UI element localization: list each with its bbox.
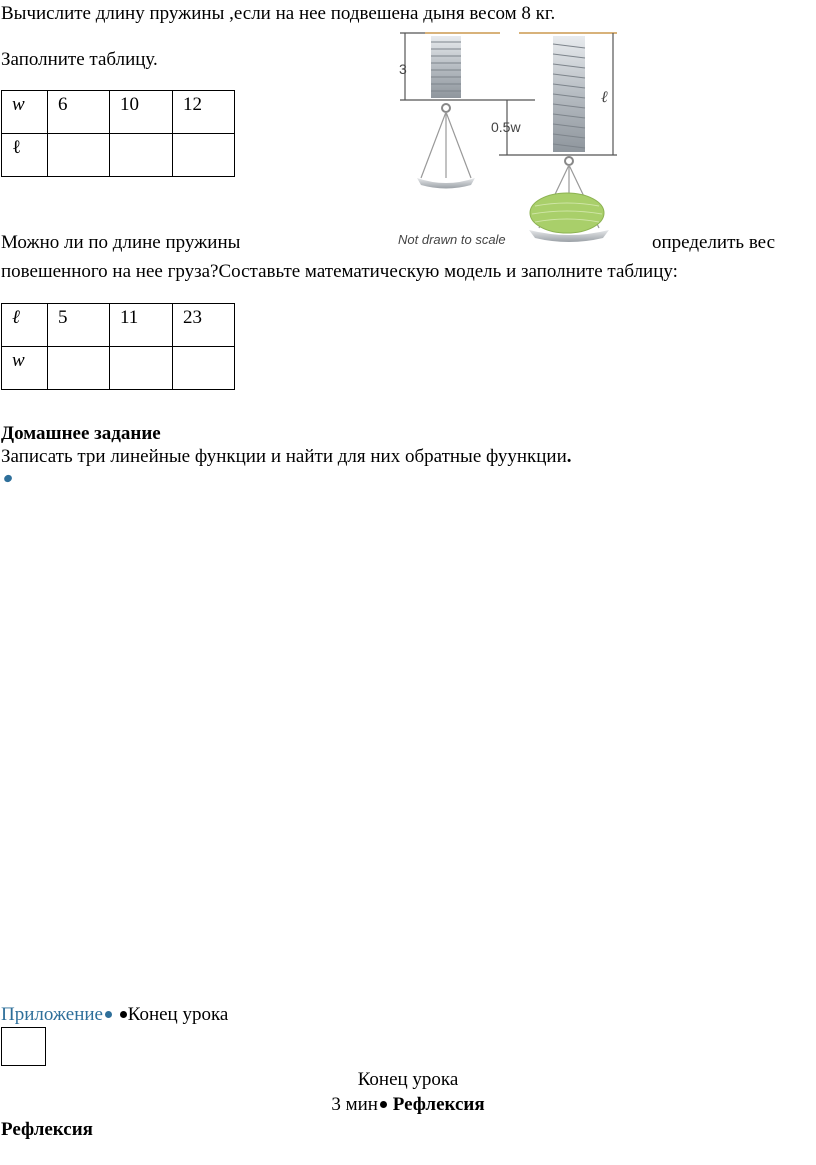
spring-short <box>431 36 461 98</box>
reflection-left: Рефлексия <box>1 1119 93 1140</box>
table-cell <box>48 134 110 177</box>
task1-line1: Вычислите длину пружины ,если на нее подвешена дыня весом 8 кг. <box>1 3 556 24</box>
task1-line2: Заполните таблицу. <box>1 49 158 70</box>
table-cell <box>173 347 235 390</box>
table-cell: ℓ <box>2 134 48 177</box>
melon <box>530 193 604 233</box>
pan-strings-left <box>421 112 471 178</box>
table-cell <box>110 134 173 177</box>
table-row <box>2 91 235 134</box>
table-row <box>2 304 235 347</box>
bullet-icon <box>105 1011 112 1018</box>
end-lesson-inline: Конец урока <box>127 1004 229 1025</box>
bullet-icon <box>120 1011 127 1018</box>
task2-line2: повешенного на нее груза?Составьте математическую модель и заполните таблицу: <box>1 261 678 282</box>
spring-figure <box>395 28 625 248</box>
empty-box <box>1 1027 46 1066</box>
homework-text-body: Записать три линейные функции и найти для них обратные фуункции <box>1 446 567 467</box>
end-lesson-center: Конец урока <box>357 1069 459 1090</box>
table-cell: ℓ <box>2 304 48 347</box>
label-3: 3 <box>399 61 407 77</box>
homework-text-period: . <box>566 446 572 467</box>
time-label: 3 мин <box>331 1094 378 1115</box>
spring-long <box>553 36 585 152</box>
label-l: ℓ <box>601 89 608 106</box>
table-cell <box>110 347 173 390</box>
task2-line1-start: Можно ли по длине пружины <box>1 232 241 253</box>
table-cell <box>48 347 110 390</box>
homework-text <box>1 446 572 468</box>
footer-line <box>1 1004 228 1026</box>
homework-title: Домашнее задание <box>1 423 161 444</box>
time-reflection-line <box>0 1094 816 1116</box>
table-cell: 23 <box>173 304 235 347</box>
table-cell: 6 <box>48 91 110 134</box>
table-cell: 12 <box>173 91 235 134</box>
table-cell: w <box>2 91 48 134</box>
figure-caption: Not drawn to scale <box>398 232 506 247</box>
appendix-link[interactable]: Приложение <box>1 1004 103 1025</box>
table-cell: 10 <box>110 91 173 134</box>
table-weight-length <box>1 90 235 177</box>
table-row <box>2 134 235 177</box>
bullet-icon <box>3 473 13 483</box>
table-cell <box>173 134 235 177</box>
table-cell: 5 <box>48 304 110 347</box>
bullet-icon <box>380 1101 387 1108</box>
table-row <box>2 347 235 390</box>
pan-left <box>417 178 475 189</box>
table-cell: w <box>2 347 48 390</box>
reflection-center: Рефлексия <box>392 1094 485 1115</box>
table-length-weight <box>1 303 235 390</box>
label-half-w: 0.5w <box>491 119 521 135</box>
task2-line1-end: определить вес <box>652 232 776 253</box>
table-cell: 11 <box>110 304 173 347</box>
